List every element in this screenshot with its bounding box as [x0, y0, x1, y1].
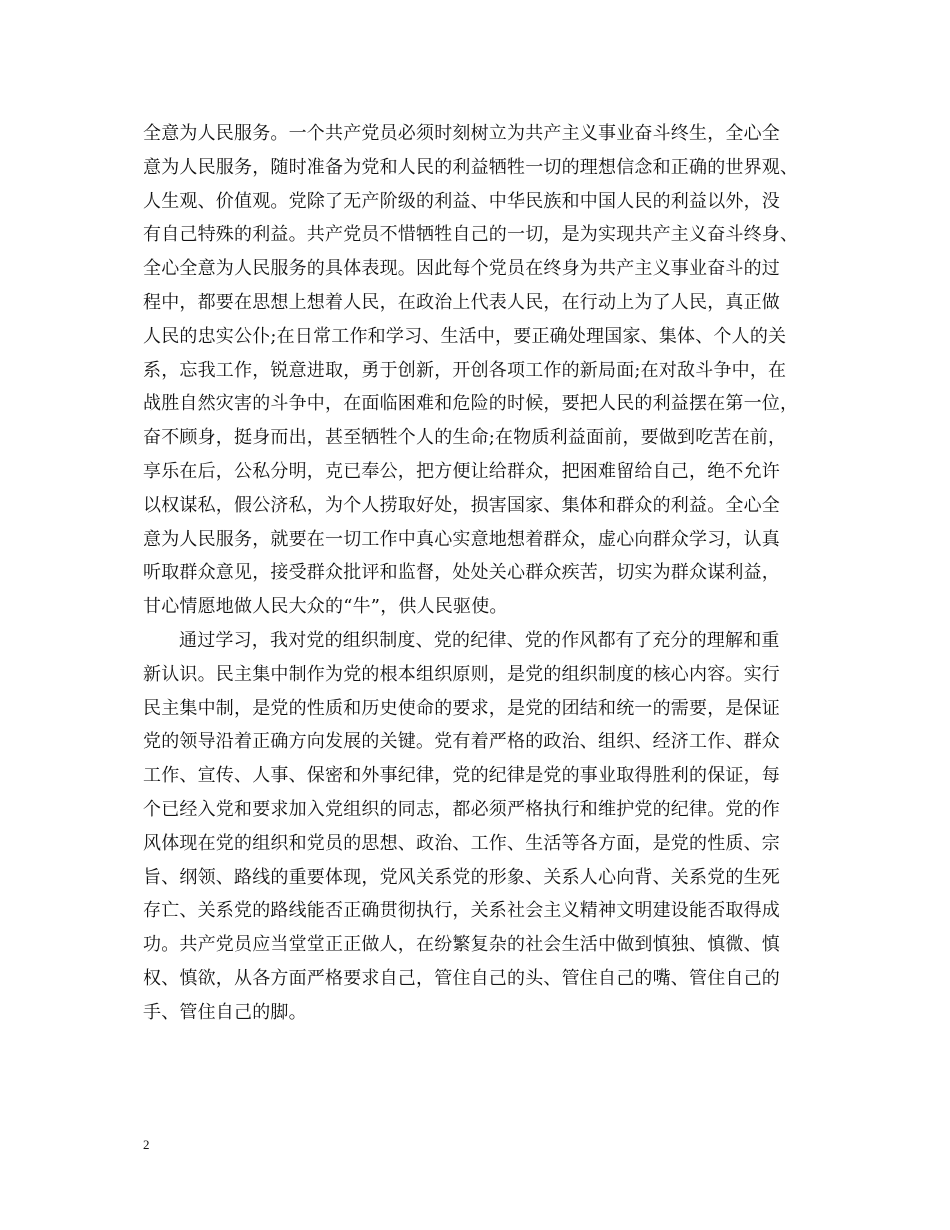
paragraph-line: 风体现在党的组织和党员的思想、政治、工作、生活等各方面，是党的性质、宗	[143, 832, 780, 854]
paragraph-2	[143, 624, 823, 1030]
paragraph-line: 通过学习，我对党的组织制度、党的纪律、党的作风都有了充分的理解和重	[179, 629, 780, 651]
paragraph-line: 系，忘我工作，锐意进取，勇于创新，开创各项工作的新局面;在对敌斗争中，在	[143, 359, 787, 381]
paragraph-line: 人生观、价值观。党除了无产阶级的利益、中华民族和中国人民的利益以外，没	[143, 190, 780, 212]
paragraph-line: 意为人民服务，随时准备为党和人民的利益牺牲一切的理想信念和正确的世界观、	[143, 156, 799, 178]
paragraph-line: 意为人民服务，就要在一切工作中真心实意地想着群众，虚心向群众学习，认真	[143, 528, 780, 550]
paragraph-line: 人民的忠实公仆;在日常工作和学习、生活中，要正确处理国家、集体、个人的关	[143, 325, 787, 347]
paragraph-line: 功。共产党员应当堂堂正正做人，在纷繁复杂的社会生活中做到慎独、慎微、慎	[143, 934, 780, 956]
paragraph-line: 旨、纲领、路线的重要体现，党风关系党的形象、关系人心向背、关系党的生死	[143, 866, 780, 888]
paragraph-line: 听取群众意见，接受群众批评和监督，处处关心群众疾苦，切实为群众谋利益，	[143, 562, 780, 584]
paragraph-line: 个已经入党和要求加入党组织的同志，都必须严格执行和维护党的纪律。党的作	[143, 798, 780, 820]
paragraph-line: 以权谋私，假公济私，为个人捞取好处，损害国家、集体和群众的利益。全心全	[143, 494, 780, 516]
paragraph-line: 享乐在后，公私分明，克已奉公，把方便让给群众，把困难留给自己，绝不允许	[143, 460, 780, 482]
paragraph-line: 全心全意为人民服务的具体表现。因此每个党员在终身为共产主义事业奋斗的过	[143, 258, 780, 280]
page-number: 2	[143, 1137, 150, 1152]
paragraph-line: 奋不顾身，挺身而出，甚至牺牲个人的生命;在物质利益面前，要做到吃苦在前，	[143, 427, 787, 449]
paragraph-line: 程中，都要在思想上想着人民，在政治上代表人民，在行动上为了人民，真正做	[143, 291, 780, 313]
paragraph-line: 存亡、关系党的路线能否正确贯彻执行，关系社会主义精神文明建设能否取得成	[143, 900, 780, 922]
paragraph-line: 党的领导沿着正确方向发展的关键。党有着严格的政治、组织、经济工作、群众	[143, 731, 780, 753]
paragraph-line: 新认识。民主集中制作为党的根本组织原则，是党的组织制度的核心内容。实行	[143, 663, 780, 685]
paragraph-line: 甘心情愿地做人民大众的“牛”，供人民驱使。	[143, 596, 508, 618]
paragraph-line: 工作、宣传、人事、保密和外事纪律，党的纪律是党的事业取得胜利的保证，每	[143, 765, 780, 787]
paragraph-1	[143, 117, 823, 624]
paragraph-line: 民主集中制，是党的性质和历史使命的要求，是党的团结和统一的需要，是保证	[143, 697, 780, 719]
paragraph-line: 全意为人民服务。一个共产党员必须时刻树立为共产主义事业奋斗终生，全心全	[143, 123, 780, 144]
paragraph-line: 手、管住自己的脚。	[143, 1001, 307, 1023]
paragraph-line: 战胜自然灾害的斗争中，在面临困难和危险的时候，要把人民的利益摆在第一位，	[143, 393, 799, 415]
paragraph-line: 有自己特殊的利益。共产党员不惜牺牲自己的一切，是为实现共产主义奋斗终身、	[143, 224, 799, 246]
paragraph-line: 权、慎欲，从各方面严格要求自己，管住自己的头、管住自己的嘴、管住自己的	[143, 967, 780, 989]
body-text	[143, 117, 823, 1030]
